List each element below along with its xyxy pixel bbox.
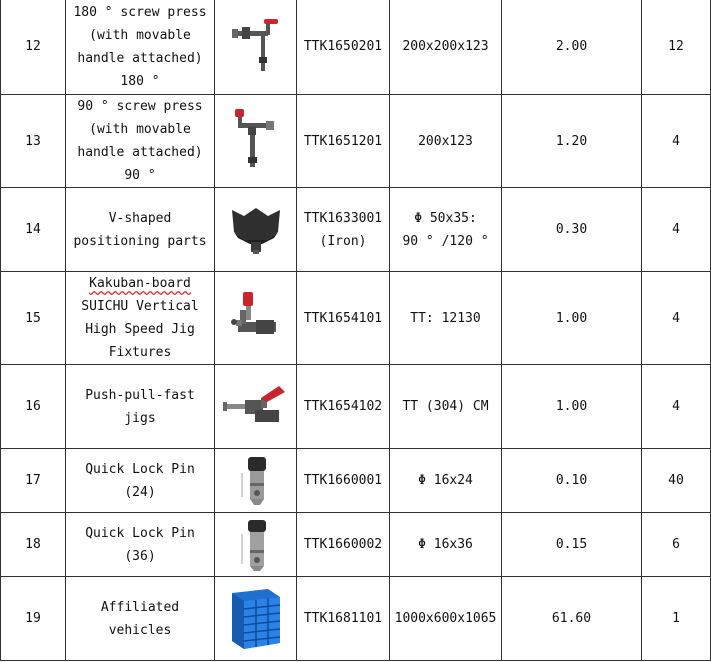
part-qty: 40 bbox=[642, 449, 711, 513]
part-spec: Φ 16x24 bbox=[390, 449, 502, 513]
part-image bbox=[215, 513, 297, 577]
part-qty: 4 bbox=[642, 188, 711, 272]
part-weight: 1.00 bbox=[502, 365, 642, 449]
v-shaped-positioner-icon bbox=[226, 202, 286, 258]
row-number: 18 bbox=[1, 513, 66, 577]
part-image bbox=[215, 365, 297, 449]
part-spec: 200x200x123 bbox=[390, 0, 502, 95]
part-image bbox=[215, 95, 297, 188]
part-spec: Φ 50x35: 90 ° /120 ° bbox=[390, 188, 502, 272]
table-row bbox=[1, 513, 711, 577]
part-weight: 1.00 bbox=[502, 272, 642, 365]
part-spec: TT (304) CM bbox=[390, 365, 502, 449]
row-number: 19 bbox=[1, 577, 66, 661]
part-code: TTK1633001 (Iron) bbox=[297, 188, 390, 272]
push-pull-clamp-icon bbox=[221, 384, 291, 430]
table-row bbox=[1, 449, 711, 513]
part-spec: 200x123 bbox=[390, 95, 502, 188]
part-qty: 4 bbox=[642, 365, 711, 449]
blue-rack-cart-icon bbox=[228, 587, 284, 651]
part-weight: 61.60 bbox=[502, 577, 642, 661]
part-qty: 1 bbox=[642, 577, 711, 661]
part-qty: 6 bbox=[642, 513, 711, 577]
part-code: TTK1654101 bbox=[297, 272, 390, 365]
part-image bbox=[215, 577, 297, 661]
part-image bbox=[215, 272, 297, 365]
part-code: TTK1651201 bbox=[297, 95, 390, 188]
part-code: TTK1660002 bbox=[297, 513, 390, 577]
row-number: 17 bbox=[1, 449, 66, 513]
part-name: 90 ° screw press (with movable handle attached) 90 ° bbox=[66, 95, 215, 188]
part-image bbox=[215, 449, 297, 513]
row-number: 15 bbox=[1, 272, 66, 365]
table-row bbox=[1, 365, 711, 449]
screw-press-180-icon bbox=[226, 17, 286, 77]
part-name: Kakuban-board SUICHU Vertical High Speed Jig Fixtures bbox=[66, 272, 215, 365]
part-qty: 12 bbox=[642, 0, 711, 95]
table-row bbox=[1, 95, 711, 188]
table-row bbox=[1, 272, 711, 365]
part-weight: 0.10 bbox=[502, 449, 642, 513]
quick-lock-pin-36-icon bbox=[236, 516, 276, 574]
part-image bbox=[215, 188, 297, 272]
screw-press-90-icon bbox=[226, 109, 286, 173]
quick-lock-pin-24-icon bbox=[236, 453, 276, 509]
part-code: TTK1654102 bbox=[297, 365, 390, 449]
part-weight: 1.20 bbox=[502, 95, 642, 188]
row-number: 14 bbox=[1, 188, 66, 272]
part-name: Affiliated vehicles bbox=[66, 577, 215, 661]
part-name: V-shaped positioning parts bbox=[66, 188, 215, 272]
part-qty: 4 bbox=[642, 95, 711, 188]
row-number: 12 bbox=[1, 0, 66, 95]
part-qty: 4 bbox=[642, 272, 711, 365]
part-weight: 0.30 bbox=[502, 188, 642, 272]
part-code: TTK1650201 bbox=[297, 0, 390, 95]
row-number: 13 bbox=[1, 95, 66, 188]
part-weight: 2.00 bbox=[502, 0, 642, 95]
table-row bbox=[1, 188, 711, 272]
part-name: Quick Lock Pin (36) bbox=[66, 513, 215, 577]
table-row bbox=[1, 0, 711, 95]
part-name: 180 ° screw press (with movable handle attached) 180 ° bbox=[66, 0, 215, 95]
table-row bbox=[1, 577, 711, 661]
part-weight: 0.15 bbox=[502, 513, 642, 577]
row-number: 16 bbox=[1, 365, 66, 449]
part-spec: TT: 12130 bbox=[390, 272, 502, 365]
part-code: TTK1681101 bbox=[297, 577, 390, 661]
part-image bbox=[215, 0, 297, 95]
vertical-toggle-clamp-icon bbox=[226, 292, 286, 344]
part-spec: Φ 16x36 bbox=[390, 513, 502, 577]
part-name: Quick Lock Pin (24) bbox=[66, 449, 215, 513]
part-spec: 1000x600x1065 bbox=[390, 577, 502, 661]
part-name: Push-pull-fast jigs bbox=[66, 365, 215, 449]
part-code: TTK1660001 bbox=[297, 449, 390, 513]
